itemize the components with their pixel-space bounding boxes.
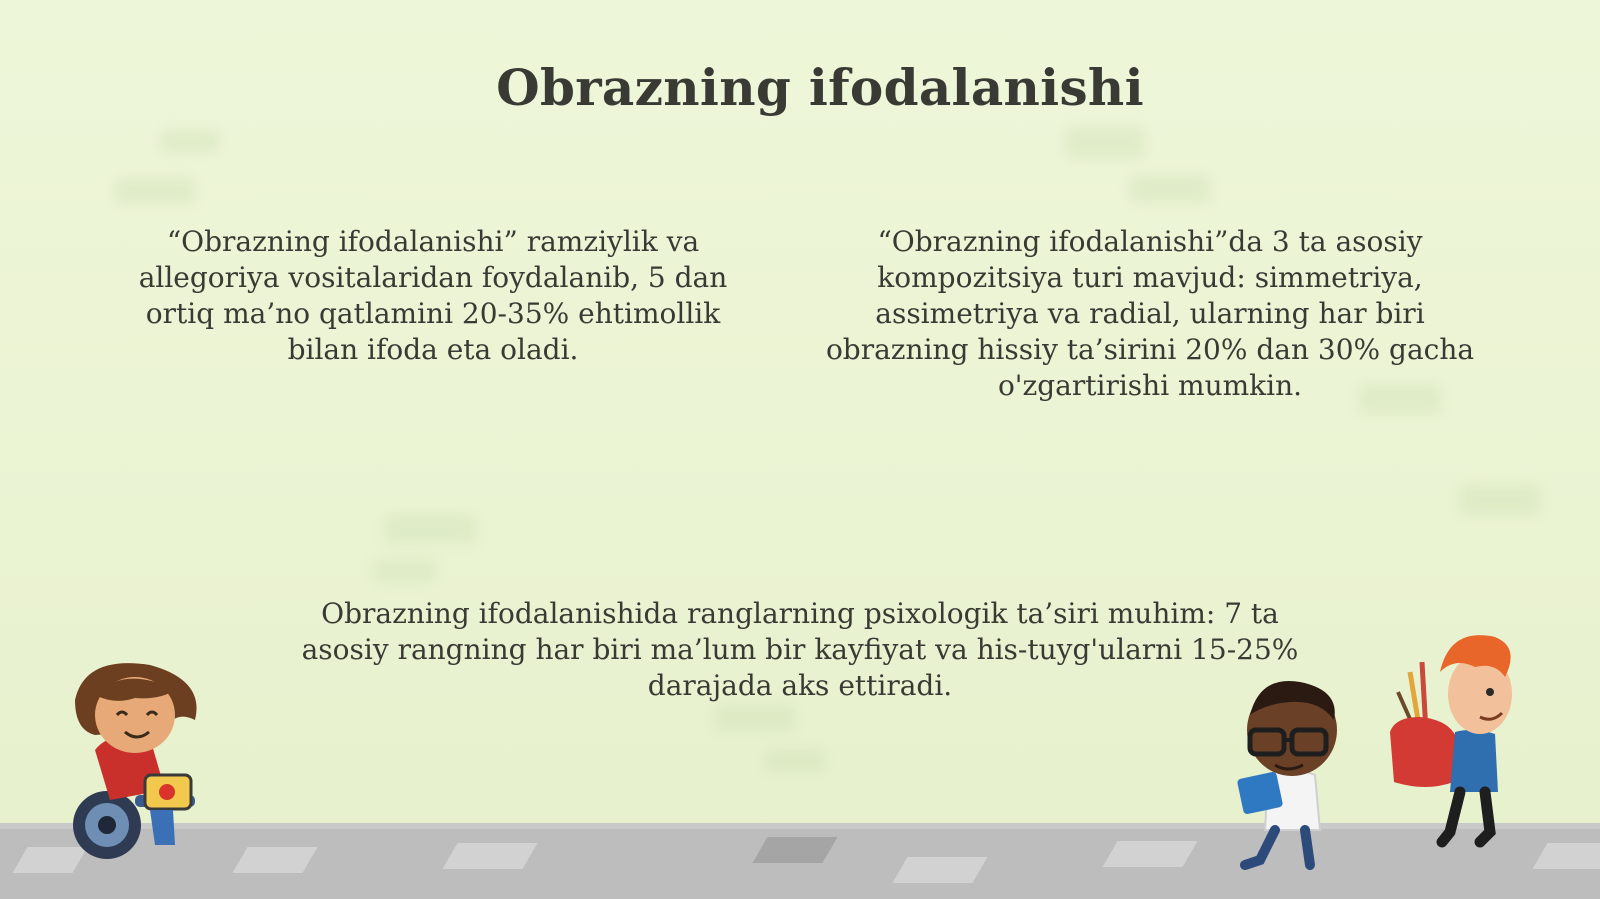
background-smudge [1065, 128, 1145, 158]
paragraph-right: “Obrazning ifodalanishi”da 3 ta asosiy kompozitsiya turi mavjud: simmetriya, assimetriya va radial, ularning har biri obrazning hissiy ta’sirini 20% dan 30% gacha o'zgartirishi mumkin. [825, 225, 1475, 402]
background-smudge [160, 130, 220, 152]
background-smudge [115, 178, 195, 204]
background-smudge [715, 705, 795, 731]
background-smudge [1460, 485, 1540, 515]
boy-with-backpack-illustration [1380, 632, 1530, 862]
road-mark [1102, 841, 1197, 867]
road-mark [232, 847, 317, 873]
background-smudge [385, 515, 475, 543]
background-smudge [375, 560, 435, 582]
backpack-icon [1390, 717, 1458, 787]
paragraph-bottom: Obrazning ifodalanishida ranglarning psixologik ta’siri muhim: 7 ta asosiy rangning har biri ma’lum bir kayfiyat va his-tuyg'ularni 15-25% darajada aks ettiradi. [301, 597, 1299, 702]
slide-title: Obrazning ifodalanishi [496, 58, 1144, 117]
background-smudge [765, 750, 825, 772]
boy-with-glasses-illustration [1230, 680, 1360, 880]
road-mark [442, 843, 537, 869]
road-mark [892, 857, 987, 883]
paragraph-left: “Obrazning ifodalanishi” ramziylik va allegoriya vositalaridan foydalanib, 5 dan ortiq ma’no qatlamini 20-35% ehtimollik bilan ifoda eta oladi. [138, 225, 728, 366]
background-smudge [1130, 175, 1210, 203]
road-mark [752, 837, 837, 863]
road-mark [1532, 843, 1600, 869]
girl-in-wheelchair-illustration [55, 660, 245, 880]
